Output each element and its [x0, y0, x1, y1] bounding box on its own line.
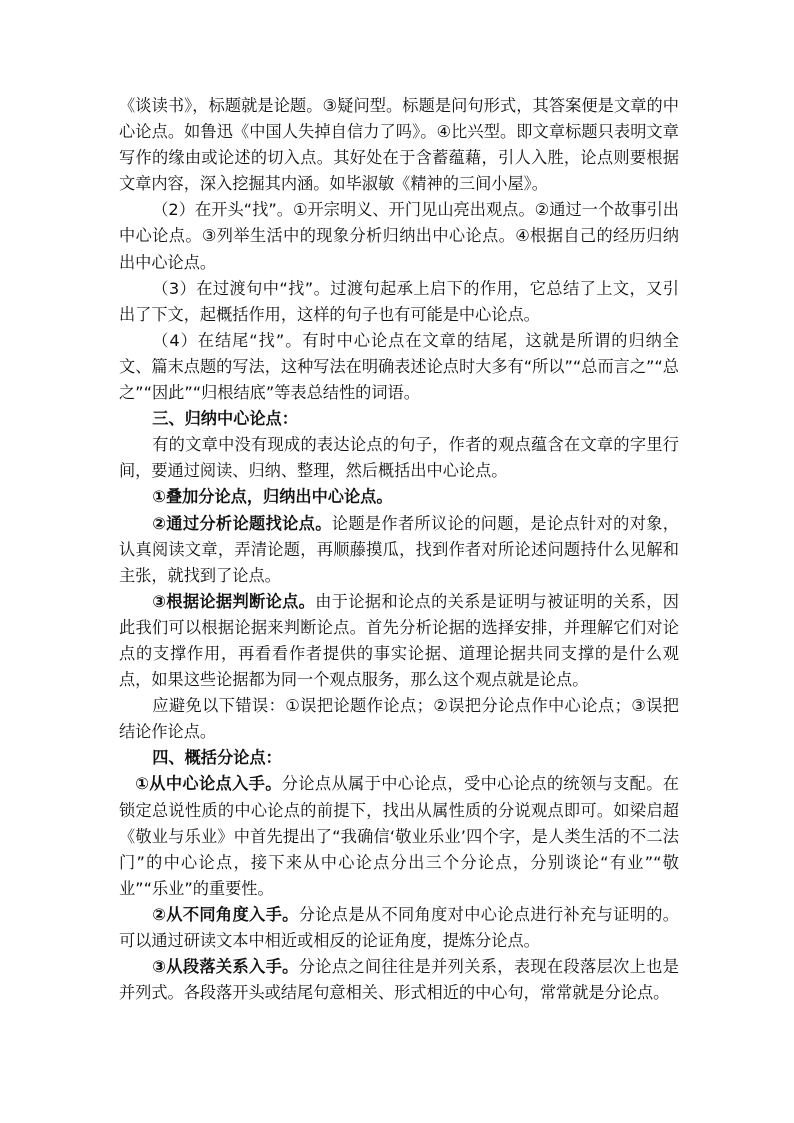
section-heading-sub-arguments: 四、概括分论点：: [152, 748, 282, 768]
paragraph-lead: ③从段落关系入手。: [152, 957, 299, 977]
paragraph-body: 分论点之间往往是并列关系，表现在段落层次上也是并列式。各段落开头或结尾句意相关、形式相近的中心句，常常就是分论点。: [119, 957, 679, 1003]
paragraph-lead: ①从中心论点入手。: [135, 774, 282, 794]
paragraph-find-at-opening: （2）在开头“找”。①开宗明义、开门见山亮出观点。②通过一个故事引出中心论点。③列举生活中的现象分析归纳出中心论点。④根据自己的经历归纳出中心论点。: [119, 200, 679, 272]
paragraph-find-at-ending: （4）在结尾“找”。有时中心论点在文章的结尾，这就是所谓的归纳全文、篇末点题的写法，这种写法在明确表述论点时大多有“所以”“总而言之”“总之”“因此”“归根结底”等表总结性的词语。: [119, 330, 679, 403]
paragraph-lead: ②从不同角度入手。: [152, 904, 299, 924]
paragraph-lead: ③根据论据判断论点。: [152, 591, 316, 611]
paragraph-body: 分论点从属于中心论点，受中心论点的统领与支配。在锁定总说性质的中心论点的前提下，找出从属性质的分说观点即可。如梁启超《敬业与乐业》中首先提出了“我确信‘敬业乐业’四个字，是人类生活的不二法门”的中心论点，接下来从中心论点分出三个分论点，分别谈论“有业”“敬业”“乐业”的重要性。: [119, 774, 679, 898]
paragraph-errors-to-avoid: 应避免以下错误：①误把论题作论点；②误把分论点作中心论点；③误把结论作论点。: [119, 696, 679, 742]
paragraph-from-different-angles: [119, 902, 679, 954]
paragraph-stack-sub-arguments: ①叠加分论点，归纳出中心论点。: [152, 487, 393, 507]
paragraph-title-types: 《谈读书》，标题就是论题。③疑问型。标题是问句形式，其答案便是文章的中心论点。如鲁迅《中国人失掉自信力了吗》。④比兴型。即文章标题只表明文章写作的缘由或论述的切入点。其好处在于含蓄蕴藉，引人入胜，论点则要根据文章内容，深入挖掘其内涵。如毕淑敏《精神的三间小屋》。: [119, 96, 679, 194]
section-heading-summarize-central-argument: 三、归纳中心论点：: [152, 409, 298, 429]
paragraph-body: 分论点是从不同角度对中心论点进行补充与证明的。可以通过研读文本中相近或相反的论证角度，提炼分论点。: [119, 904, 679, 950]
paragraph-body: 由于论据和论点的关系是证明与被证明的关系，因此我们可以根据论据来判断论点。首先分析论据的选择安排，并理解它们对论点的支撑作用，再看看作者提供的事实论据、道理论据共同支撑的是什么观点，如果这些论据都为同一个观点服务，那么这个观点就是论点。: [119, 591, 679, 690]
paragraph-body: 论题是作者所议论的问题，是论点针对的对象，认真阅读文章，弄清论题，再顺藤摸瓜，找到作者对所论述问题持什么见解和主张，就找到了论点。: [119, 513, 679, 585]
paragraph-from-central-argument: [119, 771, 679, 901]
paragraph-analyze-topic: [119, 511, 679, 589]
paragraph-find-at-transition: （3）在过渡句中“找”。过渡句起承上启下的作用，它总结了上文，又引出了下文，起概括作用，这样的句子也有可能是中心论点。: [119, 278, 679, 324]
paragraph-from-paragraph-relations: [119, 954, 679, 1006]
paragraph-summarize-intro: 有的文章中没有现成的表达论点的句子，作者的观点蕴含在文章的字里行间，要通过阅读、归纳、整理，然后概括出中心论点。: [119, 435, 679, 481]
paragraph-judge-by-evidence: [119, 589, 679, 693]
paragraph-lead: ②通过分析论题找论点。: [152, 513, 332, 533]
document-body: [119, 93, 679, 1006]
